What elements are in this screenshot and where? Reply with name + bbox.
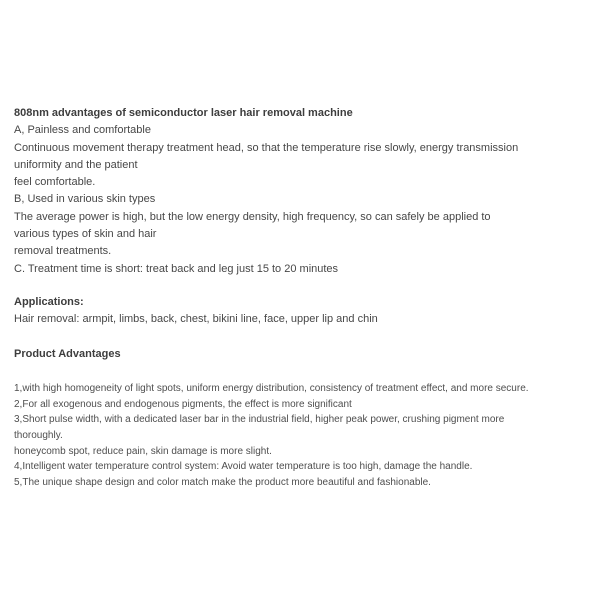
advantage-item-4: 4,Intelligent water temperature control system: Avoid water temperature is too high, damage the handle. bbox=[14, 461, 473, 473]
product-description-document bbox=[14, 105, 592, 491]
intro-line-average-power: The average power is high, but the low energy density, high frequency, so can safely be applied to bbox=[14, 210, 491, 223]
intro-line-continuous: Continuous movement therapy treatment head, so that the temperature rise slowly, energy transmission bbox=[14, 141, 519, 154]
intro-line-skin-types: B, Used in various skin types bbox=[14, 193, 156, 206]
advantage-item-2: 2,For all exogenous and endogenous pigments, the effect is more significant bbox=[14, 398, 352, 410]
document-title: 808nm advantages of semiconductor laser hair removal machine bbox=[14, 107, 353, 119]
applications-body: Hair removal: armpit, limbs, back, chest, bikini line, face, upper lip and chin bbox=[14, 313, 378, 326]
intro-section bbox=[14, 105, 592, 278]
intro-line-removal: removal treatments. bbox=[14, 245, 112, 258]
advantage-item-3-continued: thoroughly. bbox=[14, 429, 63, 441]
intro-line-uniformity: uniformity and the patient bbox=[14, 158, 138, 171]
intro-line-painless: A, Painless and comfortable bbox=[14, 124, 151, 137]
product-advantages-heading: Product Advantages bbox=[14, 347, 121, 360]
intro-line-comfortable: feel comfortable. bbox=[14, 176, 96, 189]
applications-section bbox=[14, 294, 592, 329]
intro-line-various-types: various types of skin and hair bbox=[14, 228, 157, 241]
advantage-item-5: 5,The unique shape design and color match make the product more beautiful and fashionable. bbox=[14, 477, 431, 489]
product-advantages-section bbox=[14, 346, 592, 363]
advantage-item-honeycomb: honeycomb spot, reduce pain, skin damage is more slight. bbox=[14, 445, 272, 457]
advantage-item-1: 1,with high homogeneity of light spots, uniform energy distribution, consistency of treatment effect, and more secure. bbox=[14, 382, 529, 394]
product-advantages-list bbox=[14, 381, 592, 491]
intro-line-treatment-time: C. Treatment time is short: treat back and leg just 15 to 20 minutes bbox=[14, 262, 339, 275]
advantage-item-3: 3,Short pulse width, with a dedicated laser bar in the industrial field, higher peak power, crushing pigment more bbox=[14, 414, 505, 426]
applications-heading: Applications: bbox=[14, 295, 84, 308]
